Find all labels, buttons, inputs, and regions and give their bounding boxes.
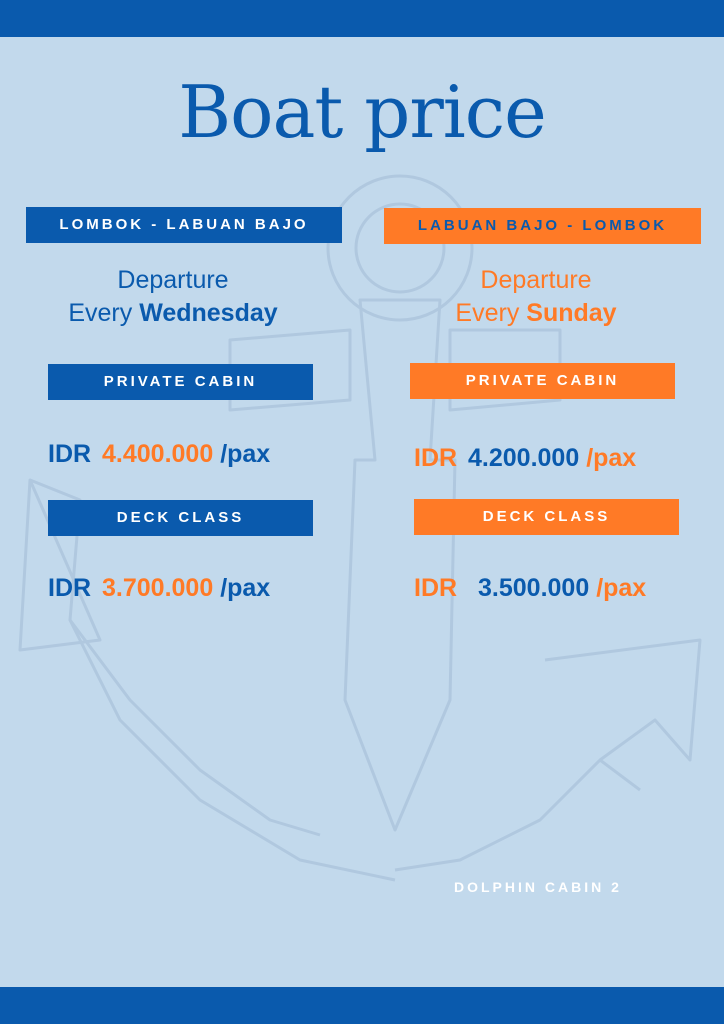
price-private-cabin-right: [414, 444, 636, 473]
every-label: Every: [68, 299, 133, 327]
departure-day: Sunday: [526, 299, 617, 327]
departure-label: Departure: [117, 266, 229, 294]
bottom-bar: [0, 987, 724, 1024]
deck-class-label-right: DECK CLASS: [414, 499, 679, 535]
amount: 3.700.000: [102, 574, 214, 602]
private-cabin-label-right: PRIVATE CABIN: [410, 363, 675, 399]
unit: /pax: [220, 574, 271, 602]
unit: /pax: [220, 440, 271, 468]
departure-right: [436, 264, 636, 330]
page-title: Boat price: [178, 70, 546, 154]
price-deck-class-left: [48, 574, 270, 603]
footer-caption: DOLPHIN CABIN 2: [454, 879, 622, 895]
every-label: Every: [455, 299, 520, 327]
currency: IDR: [414, 444, 458, 472]
route-lombok-labuan-bajo: LOMBOK - LABUAN BAJO: [26, 207, 342, 243]
amount: 4.400.000: [102, 440, 214, 468]
currency: IDR: [48, 574, 92, 602]
departure-left: [60, 264, 286, 330]
unit: /pax: [586, 444, 637, 472]
deck-class-label-left: DECK CLASS: [48, 500, 313, 536]
private-cabin-label-left: PRIVATE CABIN: [48, 364, 313, 400]
amount: 4.200.000: [468, 444, 580, 472]
departure-label: Departure: [480, 266, 592, 294]
currency: IDR: [48, 440, 92, 468]
price-deck-class-right: [414, 574, 646, 603]
route-labuan-bajo-lombok: LABUAN BAJO - LOMBOK: [384, 208, 701, 244]
price-private-cabin-left: [48, 440, 270, 469]
amount: 3.500.000: [478, 574, 590, 602]
currency: IDR: [414, 574, 458, 602]
departure-day: Wednesday: [139, 299, 278, 327]
unit: /pax: [596, 574, 647, 602]
